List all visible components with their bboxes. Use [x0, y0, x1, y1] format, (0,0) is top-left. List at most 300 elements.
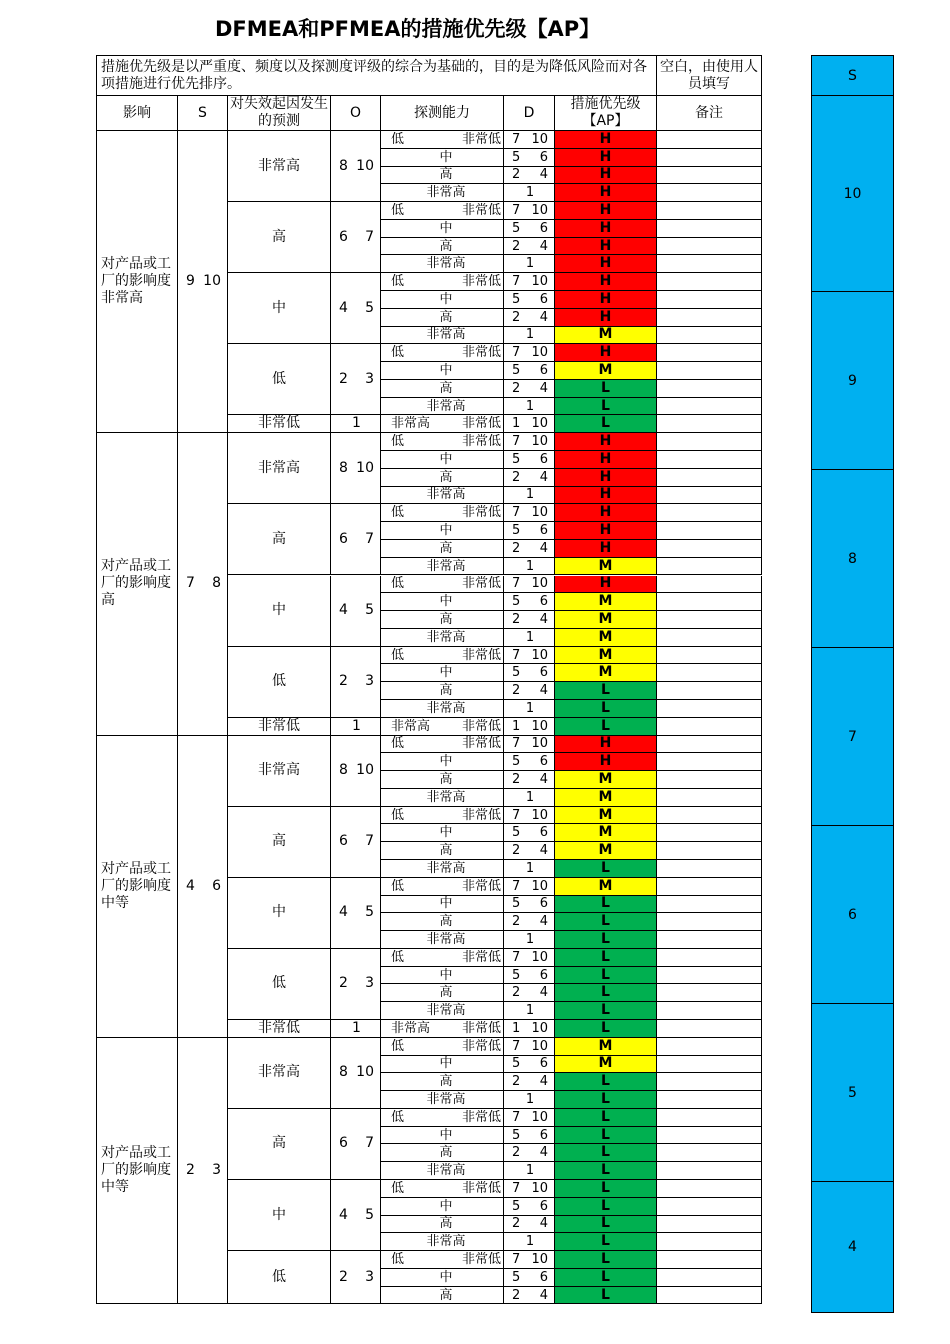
- detection-value-part: 7: [512, 807, 521, 823]
- ap-rating: H: [555, 504, 657, 522]
- remarks-cell: [657, 1251, 762, 1269]
- ap-rating: H: [555, 167, 657, 185]
- occurrence-label: 非常高: [228, 736, 331, 807]
- detection-value-part: 10: [531, 1252, 548, 1268]
- detection-value-part: 6: [539, 967, 548, 983]
- ap-rating: M: [555, 807, 657, 825]
- detection-value: [504, 700, 555, 718]
- detection-label-part: 非常高: [426, 860, 466, 876]
- remarks-cell: [657, 540, 762, 558]
- remarks-cell: [657, 1233, 762, 1251]
- occurrence-value: [331, 344, 381, 415]
- detection-label-part: 非常高: [426, 1163, 466, 1179]
- detection-label-part: 高: [439, 540, 453, 556]
- remarks-cell: [657, 558, 762, 576]
- detection-label-part: 高: [439, 1074, 453, 1090]
- detection-value: [504, 1038, 555, 1056]
- occurrence-value: [331, 202, 381, 273]
- severity-cell-part: 3: [212, 1162, 221, 1179]
- occurrence-value: [331, 1180, 381, 1251]
- detection-label-part: 非常高: [426, 1092, 466, 1107]
- ap-rating: H: [555, 522, 657, 540]
- detection-value-part: 4: [539, 309, 548, 325]
- detection-value-part: 2: [512, 540, 521, 556]
- ap-rating: M: [555, 664, 657, 682]
- detection-value-part: 6: [539, 451, 548, 467]
- remarks-cell: [657, 344, 762, 362]
- detection-value-part: 10: [531, 274, 548, 290]
- detection-label: [381, 131, 504, 149]
- detection-label: [381, 931, 504, 949]
- detection-value: [504, 273, 555, 291]
- detection-value: [504, 1056, 555, 1074]
- remarks-cell: [657, 967, 762, 985]
- detection-value: [504, 967, 555, 985]
- ap-rating: L: [555, 718, 657, 736]
- occurrence-label: 中: [228, 273, 331, 344]
- header-effect: 影响: [96, 96, 178, 131]
- detection-value-part: 10: [531, 736, 548, 752]
- detection-label-part: 低: [391, 1038, 405, 1054]
- detection-label: [381, 184, 504, 202]
- detection-label: [381, 1233, 504, 1251]
- remarks-cell: [657, 1056, 762, 1074]
- detection-value: [504, 1180, 555, 1198]
- detection-label: [381, 1073, 504, 1091]
- remarks-cell: [657, 149, 762, 167]
- ap-rating: M: [555, 842, 657, 860]
- detection-value-part: 4: [539, 380, 548, 396]
- detection-label: [381, 771, 504, 789]
- detection-value-part: 6: [539, 291, 548, 307]
- detection-value-part: 4: [539, 1145, 548, 1161]
- ap-rating: M: [555, 362, 657, 380]
- occurrence-label: 高: [228, 807, 331, 878]
- detection-value-part: 4: [539, 843, 548, 859]
- detection-value-part: 10: [531, 416, 548, 432]
- header-s: S: [178, 96, 228, 131]
- detection-value: [504, 398, 555, 416]
- ap-rating: M: [555, 1056, 657, 1074]
- detection-value-part: 5: [512, 754, 521, 770]
- severity-cell-part: 6: [212, 877, 221, 894]
- detection-value-part: 10: [531, 1180, 548, 1196]
- ap-rating: H: [555, 255, 657, 273]
- ap-rating: H: [555, 291, 657, 309]
- detection-label-part: 高: [439, 843, 453, 859]
- detection-label: [381, 558, 504, 576]
- occurrence-value-part: 3: [365, 1268, 374, 1285]
- detection-value-part: 4: [539, 683, 548, 699]
- ap-rating: H: [555, 344, 657, 362]
- detection-label-part: 非常低: [461, 1252, 501, 1268]
- ap-rating: H: [555, 487, 657, 505]
- detection-value: [504, 736, 555, 754]
- remarks-cell: [657, 220, 762, 238]
- detection-label-part: 低: [391, 505, 405, 521]
- detection-value-part: 5: [512, 825, 521, 841]
- severity-cell: [178, 433, 228, 735]
- occurrence-value-part: 2: [339, 975, 348, 992]
- detection-label: [381, 700, 504, 718]
- detection-value-part: 7: [512, 736, 521, 752]
- remarks-cell: [657, 1144, 762, 1162]
- detection-value-part: 1: [525, 185, 535, 201]
- detection-label-part: 中: [439, 1198, 453, 1214]
- remarks-cell: [657, 736, 762, 754]
- detection-value-part: 5: [512, 523, 521, 539]
- detection-value-part: 4: [539, 914, 548, 930]
- detection-value-part: 4: [539, 167, 548, 183]
- detection-value: [504, 167, 555, 185]
- remarks-cell: [657, 1216, 762, 1234]
- detection-value: [504, 1162, 555, 1180]
- header-o: O: [331, 96, 381, 131]
- ap-rating: L: [555, 1109, 657, 1127]
- detection-value-part: 2: [512, 469, 521, 485]
- detection-value-part: 2: [512, 843, 521, 859]
- occurrence-value-part: 1: [352, 1020, 361, 1036]
- detection-value: [504, 576, 555, 594]
- severity-scale: [811, 55, 894, 1313]
- detection-label: [381, 984, 504, 1002]
- detection-value-part: 10: [531, 576, 548, 592]
- detection-value: [504, 1251, 555, 1269]
- occurrence-label: 低: [228, 647, 331, 718]
- detection-value: [504, 1269, 555, 1287]
- detection-label-part: 低: [391, 807, 405, 823]
- detection-value-part: 5: [512, 665, 521, 681]
- remarks-cell: [657, 1269, 762, 1287]
- detection-label: [381, 1091, 504, 1109]
- detection-value-part: 1: [512, 416, 521, 432]
- detection-value: [504, 327, 555, 345]
- detection-label-part: 非常低: [461, 434, 501, 450]
- detection-value: [504, 504, 555, 522]
- detection-value-part: 2: [512, 380, 521, 396]
- detection-value: [504, 1287, 555, 1305]
- detection-label-part: 高: [439, 611, 453, 627]
- detection-value-part: 5: [512, 896, 521, 912]
- detection-value-part: 2: [512, 683, 521, 699]
- detection-value-part: 1: [525, 700, 535, 716]
- detection-label-part: 中: [439, 363, 453, 379]
- occurrence-value-part: 5: [365, 602, 374, 619]
- detection-value: [504, 1020, 555, 1038]
- detection-value: [504, 718, 555, 736]
- occurrence-value-part: 10: [356, 157, 374, 174]
- remarks-cell: [657, 327, 762, 345]
- detection-label-part: 高: [439, 771, 453, 787]
- occurrence-value-part: 5: [365, 904, 374, 921]
- detection-label-part: 非常低: [461, 505, 501, 521]
- detection-value-part: 5: [512, 594, 521, 610]
- detection-label: [381, 1127, 504, 1145]
- severity-cell: [178, 1038, 228, 1305]
- detection-value-part: 2: [512, 1145, 521, 1161]
- detection-label-part: 非常高: [426, 398, 466, 414]
- detection-value-part: 4: [539, 540, 548, 556]
- detection-value-part: 5: [512, 220, 521, 236]
- detection-label: [381, 273, 504, 291]
- detection-label-part: 中: [439, 1269, 453, 1285]
- detection-value-part: 1: [525, 931, 535, 947]
- ap-rating: L: [555, 700, 657, 718]
- detection-label-part: 高: [439, 985, 453, 1001]
- ap-rating: L: [555, 1020, 657, 1038]
- header-detection: 探测能力: [381, 96, 504, 131]
- ap-rating: H: [555, 202, 657, 220]
- detection-label-part: 高: [439, 380, 453, 396]
- detection-label: [381, 238, 504, 256]
- ap-rating: H: [555, 433, 657, 451]
- detection-label: [381, 789, 504, 807]
- remarks-cell: [657, 238, 762, 256]
- ap-rating: L: [555, 1073, 657, 1091]
- detection-value: [504, 255, 555, 273]
- occurrence-label: 非常高: [228, 433, 331, 504]
- ap-rating: L: [555, 1198, 657, 1216]
- occurrence-value-part: 2: [339, 1268, 348, 1285]
- severity-scale-item: 9: [811, 292, 894, 470]
- detection-value: [504, 1091, 555, 1109]
- detection-label-part: 低: [391, 736, 405, 752]
- occurrence-value-part: 8: [339, 157, 348, 174]
- detection-label-part: 中: [439, 451, 453, 467]
- detection-value: [504, 149, 555, 167]
- detection-value-part: 1: [525, 860, 535, 876]
- detection-label-part: 非常高: [426, 629, 466, 645]
- detection-label-part: 低: [391, 647, 405, 663]
- detection-value-part: 6: [539, 1269, 548, 1285]
- remarks-cell: [657, 682, 762, 700]
- occurrence-value-part: 5: [365, 299, 374, 316]
- detection-label-part: 中: [439, 220, 453, 236]
- detection-value-part: 2: [512, 771, 521, 787]
- detection-value-part: 2: [512, 167, 521, 183]
- detection-label: [381, 1056, 504, 1074]
- detection-value-part: 1: [525, 558, 535, 574]
- detection-label: [381, 469, 504, 487]
- detection-label: [381, 949, 504, 967]
- occurrence-value: [331, 273, 381, 344]
- detection-value: [504, 558, 555, 576]
- occurrence-label: 非常高: [228, 131, 331, 202]
- occurrence-label: 低: [228, 1251, 331, 1304]
- detection-value: [504, 1216, 555, 1234]
- occurrence-value-part: 10: [356, 762, 374, 779]
- occurrence-label: 高: [228, 504, 331, 575]
- detection-label: [381, 149, 504, 167]
- detection-label: [381, 878, 504, 896]
- detection-value: [504, 789, 555, 807]
- detection-value-part: 4: [539, 469, 548, 485]
- detection-label-part: 非常高: [426, 558, 466, 574]
- detection-label-part: 低: [391, 949, 405, 965]
- effect-cell: 对产品或工厂的影响度中等: [96, 1038, 178, 1305]
- occurrence-value-part: 4: [339, 1206, 348, 1223]
- detection-label-part: 低: [391, 576, 405, 592]
- remarks-cell: [657, 931, 762, 949]
- detection-label: [381, 487, 504, 505]
- occurrence-value-part: 10: [356, 1064, 374, 1081]
- detection-label-part: 非常低: [461, 1109, 501, 1125]
- ap-rating: L: [555, 398, 657, 416]
- detection-value-part: 5: [512, 451, 521, 467]
- detection-value-part: 1: [512, 1020, 521, 1036]
- occurrence-value-part: 2: [339, 673, 348, 690]
- detection-value: [504, 629, 555, 647]
- ap-rating: H: [555, 220, 657, 238]
- remarks-cell: [657, 576, 762, 594]
- detection-value-part: 2: [512, 611, 521, 627]
- detection-value-part: 1: [525, 327, 535, 343]
- occurrence-label: 低: [228, 344, 331, 415]
- ap-rating: H: [555, 238, 657, 256]
- occurrence-value-part: 2: [339, 370, 348, 387]
- remarks-cell: [657, 593, 762, 611]
- detection-value-part: 6: [539, 594, 548, 610]
- detection-value: [504, 896, 555, 914]
- detection-value-part: 10: [531, 878, 548, 894]
- occurrence-value-part: 6: [339, 530, 348, 547]
- occurrence-value: [331, 736, 381, 807]
- occurrence-value: [331, 647, 381, 718]
- detection-label: [381, 807, 504, 825]
- detection-value-part: 5: [512, 1127, 521, 1143]
- ap-rating: L: [555, 1091, 657, 1109]
- detection-value: [504, 380, 555, 398]
- ap-rating: M: [555, 1038, 657, 1056]
- detection-value-part: 7: [512, 274, 521, 290]
- remarks-cell: [657, 487, 762, 505]
- detection-label-part: 非常高: [426, 256, 466, 272]
- detection-label-part: 中: [439, 291, 453, 307]
- detection-label: [381, 860, 504, 878]
- detection-label: [381, 664, 504, 682]
- ap-rating: L: [555, 1216, 657, 1234]
- detection-value: [504, 984, 555, 1002]
- detection-value: [504, 415, 555, 433]
- effect-cell: 对产品或工厂的影响度高: [96, 433, 178, 735]
- detection-label: [381, 167, 504, 185]
- detection-label: [381, 344, 504, 362]
- occurrence-value-part: 4: [339, 299, 348, 316]
- detection-value-part: 10: [531, 203, 548, 218]
- detection-value: [504, 807, 555, 825]
- detection-value-part: 7: [512, 878, 521, 894]
- ap-rating: L: [555, 949, 657, 967]
- detection-value-part: 4: [539, 1074, 548, 1090]
- detection-label-part: 高: [439, 1216, 453, 1232]
- detection-value-part: 10: [531, 807, 548, 823]
- ap-rating: L: [555, 1251, 657, 1269]
- ap-rating: L: [555, 380, 657, 398]
- detection-label-part: 高: [439, 1287, 453, 1303]
- occurrence-label: 中: [228, 878, 331, 949]
- detection-value: [504, 220, 555, 238]
- detection-value: [504, 451, 555, 469]
- occurrence-value: [331, 1038, 381, 1109]
- detection-value-part: 6: [539, 363, 548, 379]
- ap-rating: L: [555, 896, 657, 914]
- detection-value: [504, 522, 555, 540]
- detection-label: [381, 1162, 504, 1180]
- remarks-cell: [657, 789, 762, 807]
- detection-label: [381, 1198, 504, 1216]
- detection-value: [504, 433, 555, 451]
- ap-rating: L: [555, 860, 657, 878]
- detection-value: [504, 469, 555, 487]
- detection-value-part: 2: [512, 1287, 521, 1303]
- detection-value-part: 5: [512, 1056, 521, 1072]
- severity-cell-part: 7: [186, 575, 195, 592]
- occurrence-value-part: 3: [365, 975, 374, 992]
- remarks-cell: [657, 913, 762, 931]
- remarks-cell: [657, 362, 762, 380]
- detection-label-part: 低: [391, 203, 405, 218]
- detection-value-part: 10: [531, 1020, 548, 1036]
- ap-rating: L: [555, 913, 657, 931]
- detection-value: [504, 593, 555, 611]
- detection-label-part: 非常高: [426, 700, 466, 716]
- detection-label-part: 高: [439, 309, 453, 325]
- detection-value-part: 1: [525, 398, 535, 414]
- remarks-cell: [657, 522, 762, 540]
- detection-value-part: 10: [531, 647, 548, 663]
- severity-scale-header: S: [811, 55, 894, 96]
- occurrence-value-part: 8: [339, 762, 348, 779]
- ap-rating: H: [555, 309, 657, 327]
- occurrence-value: [331, 433, 381, 504]
- ap-rating: H: [555, 576, 657, 594]
- detection-value-part: 6: [539, 1127, 548, 1143]
- detection-label-part: 中: [439, 1127, 453, 1143]
- remarks-cell: [657, 451, 762, 469]
- remarks-cell: [657, 718, 762, 736]
- detection-value-part: 6: [539, 754, 548, 770]
- detection-value: [504, 362, 555, 380]
- detection-label: [381, 1109, 504, 1127]
- severity-cell: [178, 736, 228, 1038]
- detection-value-part: 5: [512, 1198, 521, 1214]
- ap-rating: M: [555, 824, 657, 842]
- detection-value-part: 4: [539, 238, 548, 254]
- remarks-cell: [657, 1162, 762, 1180]
- occurrence-value-part: 3: [365, 370, 374, 387]
- remarks-cell: [657, 469, 762, 487]
- detection-value: [504, 842, 555, 860]
- detection-value: [504, 1127, 555, 1145]
- detection-label-part: 非常低: [461, 1020, 501, 1036]
- occurrence-value-part: 3: [365, 673, 374, 690]
- occurrence-value: [331, 576, 381, 647]
- detection-label-part: 低: [391, 1109, 405, 1125]
- ap-rating: M: [555, 629, 657, 647]
- detection-value-part: 7: [512, 434, 521, 450]
- detection-label-part: 非常高: [426, 789, 466, 805]
- detection-value-part: 10: [531, 505, 548, 521]
- remarks-cell: [657, 415, 762, 433]
- detection-value-part: 10: [531, 718, 548, 734]
- detection-value-part: 1: [525, 1092, 535, 1107]
- detection-label: [381, 896, 504, 914]
- detection-label: [381, 255, 504, 273]
- detection-label: [381, 629, 504, 647]
- detection-value-part: 2: [512, 238, 521, 254]
- detection-value-part: 5: [512, 149, 521, 165]
- detection-value-part: 6: [539, 825, 548, 841]
